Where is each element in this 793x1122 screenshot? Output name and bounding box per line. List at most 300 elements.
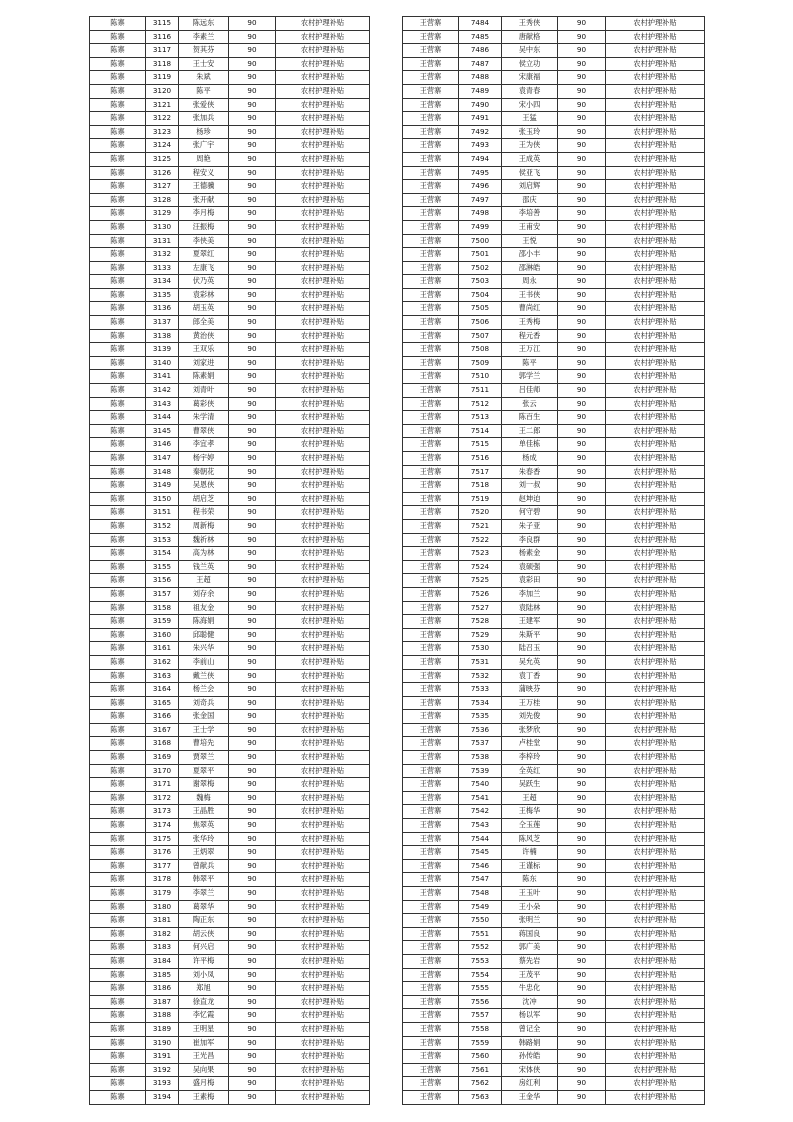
name-cell: 王书侠 <box>502 288 558 302</box>
table-row <box>403 900 705 914</box>
subsidy-type-cell: 农村护理补贴 <box>606 1050 705 1064</box>
subsidy-type-cell: 农村护理补贴 <box>606 452 705 466</box>
name-cell: 何兴启 <box>179 941 229 955</box>
table-row <box>403 220 705 234</box>
village-cell: 陈寨 <box>90 655 146 669</box>
village-cell: 王营寨 <box>403 954 459 968</box>
subsidy-type-cell: 农村护理补贴 <box>606 574 705 588</box>
number-cell: 3192 <box>146 1063 179 1077</box>
subsidy-type-cell: 农村护理补贴 <box>606 1077 705 1091</box>
table-row <box>403 166 705 180</box>
number-cell: 3162 <box>146 655 179 669</box>
subsidy-type-cell: 农村护理补贴 <box>276 84 370 98</box>
subsidy-type-cell: 农村护理补贴 <box>276 927 370 941</box>
number-cell: 7487 <box>459 57 502 71</box>
subsidy-type-cell: 农村护理补贴 <box>606 465 705 479</box>
subsidy-type-cell: 农村护理补贴 <box>606 207 705 221</box>
subsidy-type-cell: 农村护理补贴 <box>276 791 370 805</box>
table-row <box>403 139 705 153</box>
subsidy-type-cell: 农村护理补贴 <box>276 900 370 914</box>
village-cell: 王营寨 <box>403 587 459 601</box>
subsidy-type-cell: 农村护理补贴 <box>276 492 370 506</box>
number-cell: 3170 <box>146 764 179 778</box>
number-cell: 7537 <box>459 737 502 751</box>
table-row <box>90 302 370 316</box>
table-row <box>90 248 370 262</box>
village-cell: 王营寨 <box>403 1077 459 1091</box>
amount-cell: 90 <box>229 438 276 452</box>
name-cell: 陶正东 <box>179 914 229 928</box>
village-cell: 陈寨 <box>90 560 146 574</box>
amount-cell: 90 <box>558 234 606 248</box>
village-cell: 陈寨 <box>90 1036 146 1050</box>
number-cell: 7494 <box>459 152 502 166</box>
amount-cell: 90 <box>229 479 276 493</box>
number-cell: 3181 <box>146 914 179 928</box>
table-row <box>403 941 705 955</box>
number-cell: 3186 <box>146 982 179 996</box>
amount-cell: 90 <box>558 452 606 466</box>
number-cell: 7496 <box>459 180 502 194</box>
subsidy-type-cell: 农村护理补贴 <box>606 288 705 302</box>
number-cell: 3158 <box>146 601 179 615</box>
name-cell: 刘奇兵 <box>179 696 229 710</box>
name-cell: 曹翠侠 <box>179 424 229 438</box>
amount-cell: 90 <box>558 438 606 452</box>
name-cell: 刘家进 <box>179 356 229 370</box>
subsidy-type-cell: 农村护理补贴 <box>606 1022 705 1036</box>
table-row <box>403 859 705 873</box>
subsidy-type-cell: 农村护理补贴 <box>276 370 370 384</box>
amount-cell: 90 <box>229 1050 276 1064</box>
table-row <box>90 519 370 533</box>
amount-cell: 90 <box>558 139 606 153</box>
table-row <box>403 125 705 139</box>
village-cell: 陈寨 <box>90 438 146 452</box>
number-cell: 7550 <box>459 914 502 928</box>
village-cell: 陈寨 <box>90 125 146 139</box>
name-cell: 王玉叶 <box>502 887 558 901</box>
number-cell: 3184 <box>146 954 179 968</box>
subsidy-type-cell: 农村护理补贴 <box>606 900 705 914</box>
village-cell: 王营寨 <box>403 139 459 153</box>
name-cell: 王二郎 <box>502 424 558 438</box>
amount-cell: 90 <box>558 492 606 506</box>
subsidy-type-cell: 农村护理补贴 <box>276 805 370 819</box>
name-cell: 刘先俊 <box>502 710 558 724</box>
village-cell: 陈寨 <box>90 519 146 533</box>
amount-cell: 90 <box>229 846 276 860</box>
name-cell: 袁青春 <box>502 84 558 98</box>
village-cell: 陈寨 <box>90 479 146 493</box>
subsidy-type-cell: 农村护理补贴 <box>276 764 370 778</box>
number-cell: 3161 <box>146 642 179 656</box>
amount-cell: 90 <box>229 411 276 425</box>
name-cell: 胡启芝 <box>179 492 229 506</box>
number-cell: 7533 <box>459 683 502 697</box>
name-cell: 吴中东 <box>502 44 558 58</box>
table-row <box>403 180 705 194</box>
amount-cell: 90 <box>229 424 276 438</box>
subsidy-type-cell: 农村护理补贴 <box>606 397 705 411</box>
number-cell: 7499 <box>459 220 502 234</box>
subsidy-type-cell: 农村护理补贴 <box>276 316 370 330</box>
amount-cell: 90 <box>558 248 606 262</box>
number-cell: 7505 <box>459 302 502 316</box>
table-row <box>403 751 705 765</box>
number-cell: 7486 <box>459 44 502 58</box>
subsidy-type-cell: 农村护理补贴 <box>606 84 705 98</box>
subsidy-type-cell: 农村护理补贴 <box>276 941 370 955</box>
name-cell: 王双乐 <box>179 343 229 357</box>
amount-cell: 90 <box>229 982 276 996</box>
table-row <box>90 1050 370 1064</box>
amount-cell: 90 <box>558 207 606 221</box>
number-cell: 7530 <box>459 642 502 656</box>
subsidy-type-cell: 农村护理补贴 <box>606 1090 705 1104</box>
amount-cell: 90 <box>229 139 276 153</box>
name-cell: 曹培先 <box>179 737 229 751</box>
name-cell: 宋康福 <box>502 71 558 85</box>
table-row <box>90 30 370 44</box>
amount-cell: 90 <box>558 547 606 561</box>
table-row <box>403 506 705 520</box>
table-row <box>403 1036 705 1050</box>
village-cell: 陈寨 <box>90 914 146 928</box>
name-cell: 陈百生 <box>502 411 558 425</box>
village-cell: 王营寨 <box>403 628 459 642</box>
number-cell: 7516 <box>459 452 502 466</box>
subsidy-type-cell: 农村护理补贴 <box>276 125 370 139</box>
subsidy-type-cell: 农村护理补贴 <box>606 424 705 438</box>
amount-cell: 90 <box>558 465 606 479</box>
table-row <box>403 982 705 996</box>
table-row <box>403 234 705 248</box>
name-cell: 王梅华 <box>502 805 558 819</box>
amount-cell: 90 <box>558 642 606 656</box>
amount-cell: 90 <box>229 1036 276 1050</box>
subsidy-type-cell: 农村护理补贴 <box>606 615 705 629</box>
table-row <box>90 288 370 302</box>
table-row <box>90 873 370 887</box>
village-cell: 王营寨 <box>403 982 459 996</box>
village-cell: 王营寨 <box>403 506 459 520</box>
table-row <box>90 452 370 466</box>
number-cell: 7538 <box>459 751 502 765</box>
village-cell: 王营寨 <box>403 519 459 533</box>
number-cell: 3155 <box>146 560 179 574</box>
number-cell: 3140 <box>146 356 179 370</box>
amount-cell: 90 <box>558 941 606 955</box>
name-cell: 周永 <box>502 275 558 289</box>
table-row <box>90 370 370 384</box>
table-row <box>403 465 705 479</box>
amount-cell: 90 <box>558 519 606 533</box>
table-row <box>403 655 705 669</box>
village-cell: 王营寨 <box>403 859 459 873</box>
number-cell: 7491 <box>459 112 502 126</box>
name-cell: 张开献 <box>179 193 229 207</box>
subsidy-type-cell: 农村护理补贴 <box>606 71 705 85</box>
village-cell: 陈寨 <box>90 832 146 846</box>
village-cell: 陈寨 <box>90 44 146 58</box>
amount-cell: 90 <box>229 397 276 411</box>
amount-cell: 90 <box>229 152 276 166</box>
name-cell: 曾献兵 <box>179 859 229 873</box>
table-row <box>403 302 705 316</box>
table-row <box>90 71 370 85</box>
amount-cell: 90 <box>229 370 276 384</box>
name-cell: 夏翠红 <box>179 248 229 262</box>
village-cell: 陈寨 <box>90 139 146 153</box>
amount-cell: 90 <box>558 764 606 778</box>
subsidy-type-cell: 农村护理补贴 <box>606 669 705 683</box>
name-cell: 王晶胜 <box>179 805 229 819</box>
number-cell: 3121 <box>146 98 179 112</box>
table-row <box>403 452 705 466</box>
subsidy-type-cell: 农村护理补贴 <box>606 193 705 207</box>
amount-cell: 90 <box>558 1077 606 1091</box>
amount-cell: 90 <box>558 615 606 629</box>
name-cell: 杨珍 <box>179 125 229 139</box>
table-row <box>403 927 705 941</box>
subsidy-type-cell: 农村护理补贴 <box>606 533 705 547</box>
subsidy-type-cell: 农村护理补贴 <box>276 424 370 438</box>
amount-cell: 90 <box>229 791 276 805</box>
number-cell: 7551 <box>459 927 502 941</box>
table-row <box>403 968 705 982</box>
name-cell: 侯立功 <box>502 57 558 71</box>
table-row <box>90 1063 370 1077</box>
name-cell: 吴跃生 <box>502 778 558 792</box>
subsidy-type-cell: 农村护理补贴 <box>276 98 370 112</box>
subsidy-type-cell: 农村护理补贴 <box>276 1036 370 1050</box>
subsidy-type-cell: 农村护理补贴 <box>606 1009 705 1023</box>
name-cell: 杨以军 <box>502 1009 558 1023</box>
table-row <box>403 887 705 901</box>
name-cell: 王成英 <box>502 152 558 166</box>
amount-cell: 90 <box>229 492 276 506</box>
name-cell: 曹尚红 <box>502 302 558 316</box>
number-cell: 7522 <box>459 533 502 547</box>
subsidy-type-cell: 农村护理补贴 <box>276 44 370 58</box>
village-cell: 王营寨 <box>403 710 459 724</box>
number-cell: 7504 <box>459 288 502 302</box>
table-row <box>90 275 370 289</box>
amount-cell: 90 <box>558 710 606 724</box>
subsidy-type-cell: 农村护理补贴 <box>606 887 705 901</box>
table-row <box>90 220 370 234</box>
table-row <box>90 805 370 819</box>
subsidy-type-cell: 农村护理补贴 <box>276 1050 370 1064</box>
village-cell: 王营寨 <box>403 370 459 384</box>
table-row <box>403 316 705 330</box>
subsidy-type-cell: 农村护理补贴 <box>276 1077 370 1091</box>
table-row <box>90 166 370 180</box>
name-cell: 葛翠华 <box>179 900 229 914</box>
amount-cell: 90 <box>558 887 606 901</box>
village-cell: 陈寨 <box>90 71 146 85</box>
number-cell: 3145 <box>146 424 179 438</box>
name-cell: 朱子亚 <box>502 519 558 533</box>
name-cell: 李侠美 <box>179 234 229 248</box>
village-cell: 王营寨 <box>403 669 459 683</box>
table-row <box>90 139 370 153</box>
amount-cell: 90 <box>558 819 606 833</box>
number-cell: 3138 <box>146 329 179 343</box>
name-cell: 王谨标 <box>502 859 558 873</box>
name-cell: 贺其芬 <box>179 44 229 58</box>
number-cell: 3172 <box>146 791 179 805</box>
name-cell: 张广宇 <box>179 139 229 153</box>
subsidy-type-cell: 农村护理补贴 <box>276 615 370 629</box>
village-cell: 陈寨 <box>90 329 146 343</box>
name-cell: 张明兰 <box>502 914 558 928</box>
name-cell: 李素兰 <box>179 30 229 44</box>
amount-cell: 90 <box>229 17 276 31</box>
amount-cell: 90 <box>229 710 276 724</box>
number-cell: 3117 <box>146 44 179 58</box>
name-cell: 王超 <box>179 574 229 588</box>
table-row <box>90 397 370 411</box>
amount-cell: 90 <box>229 968 276 982</box>
name-cell: 刘存余 <box>179 587 229 601</box>
number-cell: 3135 <box>146 288 179 302</box>
village-cell: 陈寨 <box>90 710 146 724</box>
name-cell: 盛月梅 <box>179 1077 229 1091</box>
name-cell: 王悦 <box>502 234 558 248</box>
table-row <box>403 397 705 411</box>
village-cell: 王营寨 <box>403 30 459 44</box>
subsidy-type-cell: 农村护理补贴 <box>606 737 705 751</box>
village-cell: 王营寨 <box>403 873 459 887</box>
table-row <box>403 669 705 683</box>
village-cell: 陈寨 <box>90 384 146 398</box>
name-cell: 伏乃英 <box>179 275 229 289</box>
number-cell: 7535 <box>459 710 502 724</box>
number-cell: 3123 <box>146 125 179 139</box>
number-cell: 3152 <box>146 519 179 533</box>
village-cell: 王营寨 <box>403 832 459 846</box>
amount-cell: 90 <box>558 1090 606 1104</box>
amount-cell: 90 <box>229 1022 276 1036</box>
village-cell: 王营寨 <box>403 302 459 316</box>
village-cell: 陈寨 <box>90 723 146 737</box>
number-cell: 3171 <box>146 778 179 792</box>
village-cell: 陈寨 <box>90 968 146 982</box>
name-cell: 曾记全 <box>502 1022 558 1036</box>
number-cell: 3156 <box>146 574 179 588</box>
table-row <box>403 574 705 588</box>
amount-cell: 90 <box>229 533 276 547</box>
number-cell: 7506 <box>459 316 502 330</box>
number-cell: 3149 <box>146 479 179 493</box>
amount-cell: 90 <box>229 1063 276 1077</box>
table-row <box>90 560 370 574</box>
table-row <box>403 696 705 710</box>
name-cell: 韩路娟 <box>502 1036 558 1050</box>
amount-cell: 90 <box>558 152 606 166</box>
name-cell: 卢桂堂 <box>502 737 558 751</box>
table-row <box>90 193 370 207</box>
name-cell: 侯亚飞 <box>502 166 558 180</box>
number-cell: 7512 <box>459 397 502 411</box>
village-cell: 陈寨 <box>90 84 146 98</box>
amount-cell: 90 <box>229 547 276 561</box>
village-cell: 陈寨 <box>90 927 146 941</box>
name-cell: 袁丁香 <box>502 669 558 683</box>
table-row <box>403 710 705 724</box>
number-cell: 3178 <box>146 873 179 887</box>
table-row <box>403 995 705 1009</box>
subsidy-type-cell: 农村护理补贴 <box>276 968 370 982</box>
table-row <box>90 152 370 166</box>
amount-cell: 90 <box>229 927 276 941</box>
table-row <box>403 84 705 98</box>
name-cell: 陆召玉 <box>502 642 558 656</box>
subsidy-type-cell: 农村护理补贴 <box>606 941 705 955</box>
amount-cell: 90 <box>229 683 276 697</box>
subsidy-type-cell: 农村护理补贴 <box>606 57 705 71</box>
table-row <box>90 628 370 642</box>
village-cell: 王营寨 <box>403 995 459 1009</box>
amount-cell: 90 <box>229 288 276 302</box>
table-row <box>403 723 705 737</box>
village-cell: 陈寨 <box>90 180 146 194</box>
village-cell: 陈寨 <box>90 316 146 330</box>
subsidy-type-cell: 农村护理补贴 <box>276 887 370 901</box>
name-cell: 祖友金 <box>179 601 229 615</box>
village-cell: 王营寨 <box>403 683 459 697</box>
table-row <box>403 44 705 58</box>
number-cell: 7543 <box>459 819 502 833</box>
village-cell: 陈寨 <box>90 533 146 547</box>
subsidy-type-cell: 农村护理补贴 <box>276 533 370 547</box>
name-cell: 李忆霞 <box>179 1009 229 1023</box>
village-cell: 陈寨 <box>90 1009 146 1023</box>
table-row <box>403 764 705 778</box>
name-cell: 王建军 <box>502 615 558 629</box>
name-cell: 袁彩田 <box>502 574 558 588</box>
subsidy-type-cell: 农村护理补贴 <box>606 519 705 533</box>
name-cell: 宋体侠 <box>502 1063 558 1077</box>
subsidy-type-cell: 农村护理补贴 <box>276 329 370 343</box>
number-cell: 3164 <box>146 683 179 697</box>
table-row <box>90 465 370 479</box>
number-cell: 3143 <box>146 397 179 411</box>
village-cell: 陈寨 <box>90 791 146 805</box>
subsidy-type-cell: 农村护理补贴 <box>276 1090 370 1104</box>
name-cell: 赵坤迫 <box>502 492 558 506</box>
table-body <box>403 17 705 1105</box>
number-cell: 7509 <box>459 356 502 370</box>
table-row <box>403 737 705 751</box>
village-cell: 陈寨 <box>90 261 146 275</box>
village-cell: 王营寨 <box>403 220 459 234</box>
number-cell: 3185 <box>146 968 179 982</box>
name-cell: 李翠兰 <box>179 887 229 901</box>
table-row <box>90 84 370 98</box>
village-cell: 王营寨 <box>403 615 459 629</box>
name-cell: 王炳翠 <box>179 846 229 860</box>
subsidy-type-cell: 农村护理补贴 <box>606 44 705 58</box>
number-cell: 3133 <box>146 261 179 275</box>
number-cell: 3166 <box>146 710 179 724</box>
village-cell: 陈寨 <box>90 642 146 656</box>
name-cell: 吴向果 <box>179 1063 229 1077</box>
table-row <box>90 995 370 1009</box>
number-cell: 3165 <box>146 696 179 710</box>
